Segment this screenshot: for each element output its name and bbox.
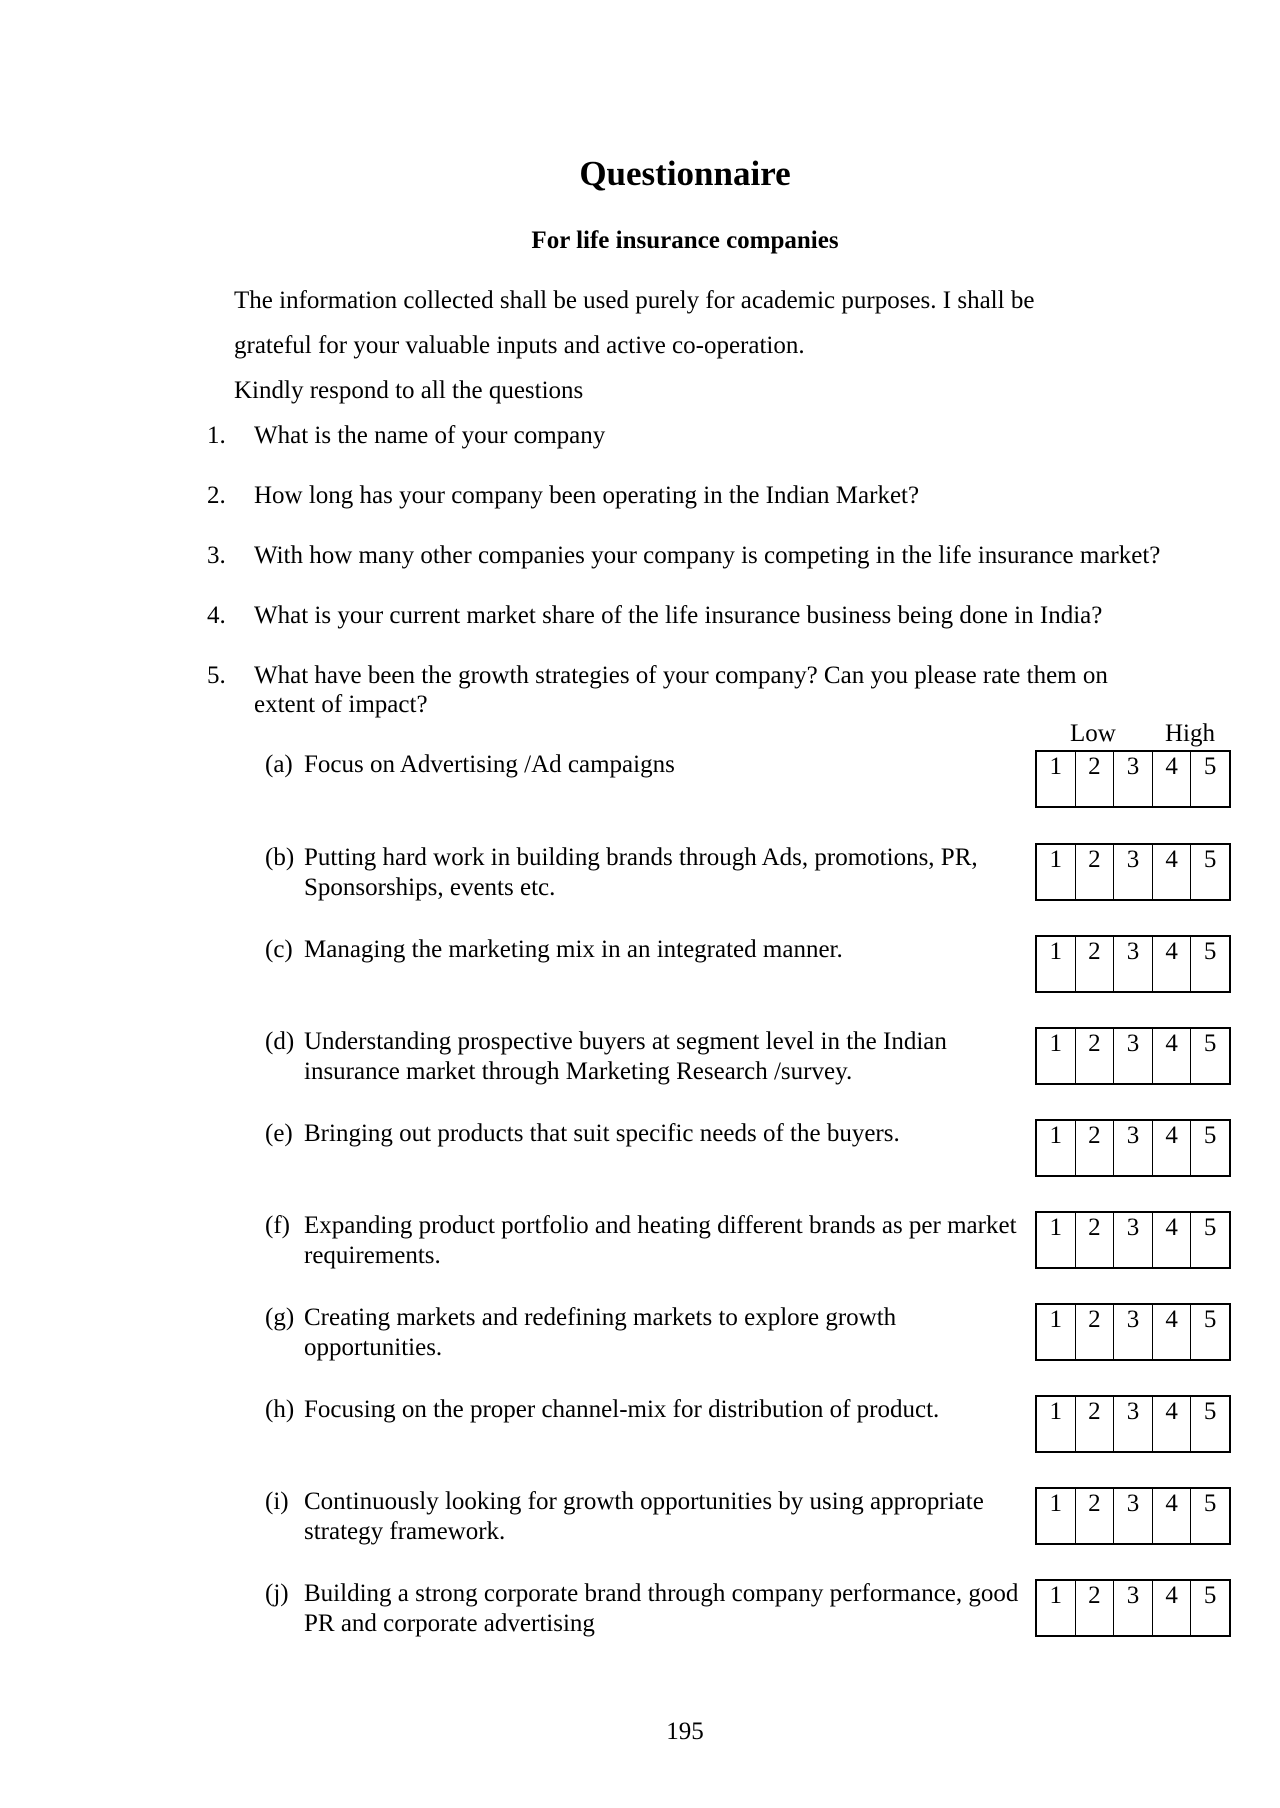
rating-4[interactable]: 4 bbox=[1152, 1305, 1191, 1359]
strategy-text: Putting hard work in building brands through Ads, promotions, PR, Sponsorships, events etc. bbox=[304, 844, 978, 901]
strategy-item bbox=[265, 935, 1025, 965]
rating-2[interactable]: 2 bbox=[1075, 1213, 1114, 1267]
strategy-item bbox=[265, 1303, 1025, 1363]
intro-line-2: grateful for your valuable inputs and active co-operation. bbox=[234, 332, 805, 359]
rating-box bbox=[1035, 1579, 1231, 1637]
question-number: 1. bbox=[207, 422, 226, 449]
rating-3[interactable]: 3 bbox=[1113, 1489, 1152, 1543]
question-text: With how many other companies your company is competing in the life insurance market? bbox=[254, 542, 1161, 569]
rating-5[interactable]: 5 bbox=[1190, 1121, 1229, 1175]
question-text: What is your current market share of the life insurance business being done in India? bbox=[254, 602, 1103, 629]
rating-4[interactable]: 4 bbox=[1152, 1121, 1191, 1175]
strategy-text: Bringing out products that suit specific needs of the buyers. bbox=[304, 1120, 900, 1147]
intro-line-3: Kindly respond to all the questions bbox=[234, 377, 584, 404]
strategy-letter: (f) bbox=[265, 1212, 290, 1239]
rating-3[interactable]: 3 bbox=[1113, 1029, 1152, 1083]
rating-1[interactable]: 1 bbox=[1049, 753, 1063, 780]
rating-1[interactable]: 1 bbox=[1049, 938, 1063, 965]
rating-3[interactable]: 3 bbox=[1113, 845, 1152, 899]
page-title: Questionnaire bbox=[579, 154, 791, 193]
rating-box bbox=[1035, 750, 1231, 808]
rating-2[interactable]: 2 bbox=[1075, 1581, 1114, 1635]
rating-5[interactable]: 5 bbox=[1190, 845, 1229, 899]
strategy-letter: (i) bbox=[265, 1488, 289, 1515]
rating-3[interactable]: 3 bbox=[1113, 752, 1152, 806]
strategy-item bbox=[265, 843, 1025, 903]
rating-box bbox=[1035, 843, 1231, 901]
rating-5[interactable]: 5 bbox=[1190, 1213, 1229, 1267]
question-text: How long has your company been operating in the Indian Market? bbox=[254, 482, 920, 509]
rating-2[interactable]: 2 bbox=[1075, 937, 1114, 991]
question-text-continued: extent of impact? bbox=[254, 691, 428, 718]
strategy-text: Focusing on the proper channel-mix for distribution of product. bbox=[304, 1396, 940, 1423]
rating-4[interactable]: 4 bbox=[1152, 1581, 1191, 1635]
strategy-item bbox=[265, 1487, 1025, 1547]
question-number: 3. bbox=[207, 542, 226, 569]
rating-1[interactable]: 1 bbox=[1049, 1490, 1063, 1517]
strategy-letter: (a) bbox=[265, 751, 293, 778]
rating-1[interactable]: 1 bbox=[1049, 1122, 1063, 1149]
rating-2[interactable]: 2 bbox=[1075, 1029, 1114, 1083]
rating-2[interactable]: 2 bbox=[1075, 845, 1114, 899]
rating-box bbox=[1035, 1303, 1231, 1361]
rating-4[interactable]: 4 bbox=[1152, 1489, 1191, 1543]
strategy-item bbox=[265, 1211, 1025, 1271]
rating-1[interactable]: 1 bbox=[1049, 846, 1063, 873]
rating-2[interactable]: 2 bbox=[1075, 1489, 1114, 1543]
rating-2[interactable]: 2 bbox=[1075, 1121, 1114, 1175]
rating-3[interactable]: 3 bbox=[1113, 1213, 1152, 1267]
strategy-letter: (e) bbox=[265, 1120, 293, 1147]
rating-1[interactable]: 1 bbox=[1049, 1214, 1063, 1241]
strategy-item bbox=[265, 1027, 1025, 1087]
rating-box bbox=[1035, 1119, 1231, 1177]
rating-4[interactable]: 4 bbox=[1152, 1029, 1191, 1083]
strategy-item bbox=[265, 1579, 1025, 1639]
strategy-item bbox=[265, 750, 1025, 780]
rating-5[interactable]: 5 bbox=[1190, 1397, 1229, 1451]
strategy-text: Creating markets and redefining markets to explore growth opportunities. bbox=[304, 1304, 897, 1361]
page-subtitle: For life insurance companies bbox=[531, 227, 839, 254]
rating-4[interactable]: 4 bbox=[1152, 937, 1191, 991]
strategy-letter: (g) bbox=[265, 1304, 295, 1331]
rating-5[interactable]: 5 bbox=[1190, 752, 1229, 806]
question-number: 5. bbox=[207, 662, 226, 689]
question-text: What is the name of your company bbox=[254, 422, 606, 449]
rating-4[interactable]: 4 bbox=[1152, 1397, 1191, 1451]
rating-3[interactable]: 3 bbox=[1113, 937, 1152, 991]
rating-3[interactable]: 3 bbox=[1113, 1305, 1152, 1359]
strategy-item bbox=[265, 1395, 1025, 1425]
strategy-letter: (j) bbox=[265, 1580, 289, 1607]
rating-1[interactable]: 1 bbox=[1049, 1030, 1063, 1057]
rating-1[interactable]: 1 bbox=[1049, 1582, 1063, 1609]
rating-box bbox=[1035, 1027, 1231, 1085]
scale-high-label: High bbox=[1165, 720, 1215, 747]
rating-box bbox=[1035, 935, 1231, 993]
rating-3[interactable]: 3 bbox=[1113, 1121, 1152, 1175]
strategy-text: Focus on Advertising /Ad campaigns bbox=[304, 751, 675, 778]
rating-5[interactable]: 5 bbox=[1190, 937, 1229, 991]
intro-line-1: The information collected shall be used purely for academic purposes. I shall be bbox=[234, 287, 1035, 314]
question-number: 2. bbox=[207, 482, 226, 509]
rating-4[interactable]: 4 bbox=[1152, 1213, 1191, 1267]
strategy-text: Building a strong corporate brand through company performance, good PR and corporate advertising bbox=[304, 1580, 1019, 1637]
rating-1[interactable]: 1 bbox=[1049, 1398, 1063, 1425]
rating-5[interactable]: 5 bbox=[1190, 1305, 1229, 1359]
rating-box bbox=[1035, 1395, 1231, 1453]
question-text: What have been the growth strategies of your company? Can you please rate them on bbox=[254, 662, 1108, 689]
strategy-letter: (h) bbox=[265, 1396, 295, 1423]
strategy-text: Understanding prospective buyers at segment level in the Indian insurance market through Marketing Research /survey. bbox=[304, 1028, 947, 1085]
strategy-text: Continuously looking for growth opportunities by using appropriate strategy framework. bbox=[304, 1488, 984, 1545]
rating-5[interactable]: 5 bbox=[1190, 1489, 1229, 1543]
strategy-letter: (d) bbox=[265, 1028, 295, 1055]
rating-box bbox=[1035, 1487, 1231, 1545]
page-number: 195 bbox=[666, 1718, 704, 1745]
rating-5[interactable]: 5 bbox=[1190, 1581, 1229, 1635]
rating-1[interactable]: 1 bbox=[1049, 1306, 1063, 1333]
rating-4[interactable]: 4 bbox=[1152, 845, 1191, 899]
rating-2[interactable]: 2 bbox=[1075, 1305, 1114, 1359]
strategy-text: Managing the marketing mix in an integrated manner. bbox=[304, 936, 843, 963]
rating-box bbox=[1035, 1211, 1231, 1269]
rating-4[interactable]: 4 bbox=[1152, 752, 1191, 806]
rating-3[interactable]: 3 bbox=[1113, 1397, 1152, 1451]
strategy-item bbox=[265, 1119, 1025, 1149]
rating-2[interactable]: 2 bbox=[1075, 1397, 1114, 1451]
rating-2[interactable]: 2 bbox=[1075, 752, 1114, 806]
question-number: 4. bbox=[207, 602, 226, 629]
strategy-text: Expanding product portfolio and heating different brands as per market requirements. bbox=[304, 1212, 1017, 1269]
strategy-letter: (b) bbox=[265, 844, 295, 871]
strategy-letter: (c) bbox=[265, 936, 293, 963]
rating-5[interactable]: 5 bbox=[1190, 1029, 1229, 1083]
rating-3[interactable]: 3 bbox=[1113, 1581, 1152, 1635]
scale-low-label: Low bbox=[1070, 720, 1116, 747]
